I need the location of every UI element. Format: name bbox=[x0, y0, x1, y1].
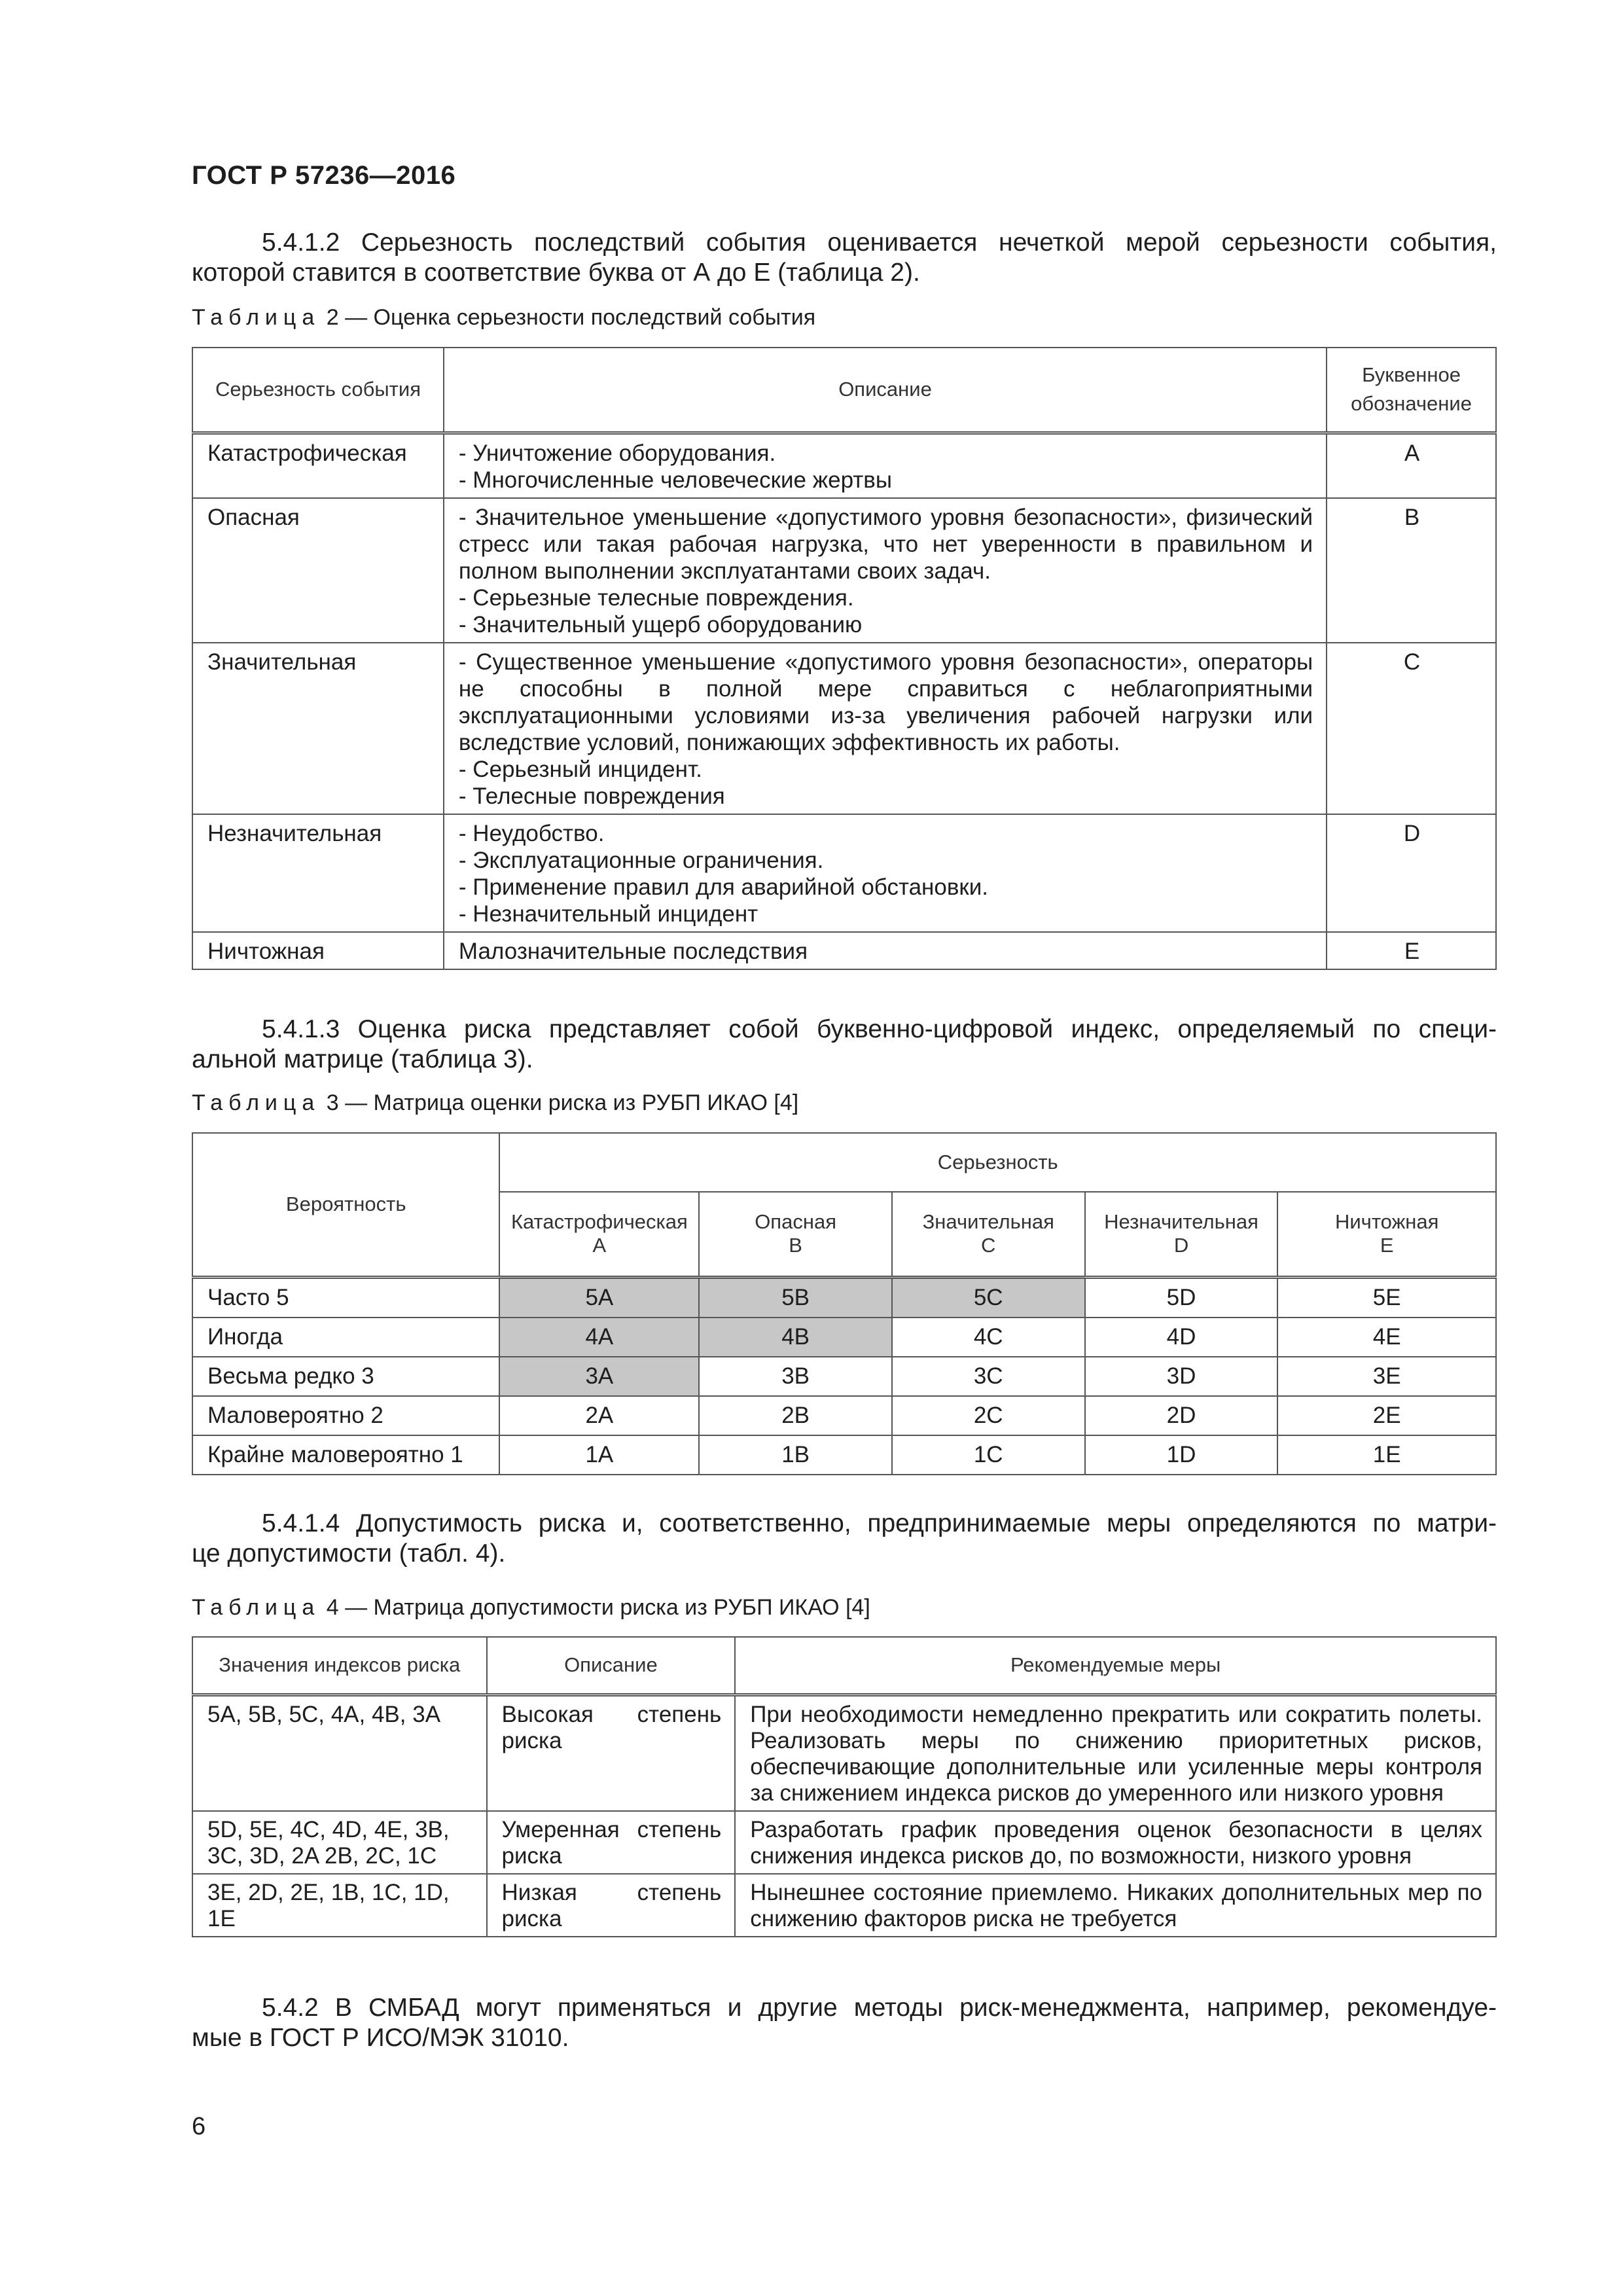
paragraph-5-4-1-4 bbox=[192, 1509, 1497, 1569]
caption-text: 2 — Оценка серьезности последствий события bbox=[320, 305, 816, 330]
column-letter: B bbox=[789, 1234, 802, 1257]
paragraph-line: 5.4.1.3 Оценка риска представляет собой буквенно-цифровой индекс, определяемый по специ- bbox=[262, 1015, 1497, 1043]
risk-cell: 2E bbox=[1277, 1396, 1496, 1435]
table-row bbox=[192, 1277, 1496, 1318]
table-row bbox=[192, 498, 1496, 643]
risk-cell: 1E bbox=[1277, 1435, 1496, 1475]
indices-text: 5D, 5E, 4C, 4D, 4E, 3B, 3C, 3D, 2A 2B, 2C, 1C bbox=[207, 1816, 450, 1869]
severity-text: Катастрофическая bbox=[207, 440, 407, 466]
table-4-risk-acceptability bbox=[192, 1636, 1497, 1937]
measures-text: При необходимости немедленно прекратить или сократить полеты. Реализовать меры по снижению приоритетных рисков, обеспечивающие дополнительные или усиленные меры контроля за снижением индекса рисков до умеренного или низкого уровня bbox=[750, 1701, 1482, 1806]
severity-text: Незначительная bbox=[207, 820, 382, 846]
table-row bbox=[192, 1874, 1496, 1937]
severity-cell bbox=[192, 643, 444, 814]
description-cell bbox=[487, 1811, 736, 1874]
letter-text: E bbox=[1404, 938, 1420, 964]
description-line: - Серьезные телесные повреждения. bbox=[458, 584, 854, 611]
caption-prefix: Таблица bbox=[192, 305, 321, 330]
risk-cell: 1B bbox=[699, 1435, 892, 1475]
letter-cell bbox=[1327, 498, 1496, 643]
probability-label: Маловероятно 2 bbox=[192, 1396, 499, 1435]
risk-cell: 4B bbox=[699, 1318, 892, 1357]
risk-cell: 3E bbox=[1277, 1357, 1496, 1396]
document-header: ГОСТ Р 57236—2016 bbox=[192, 161, 456, 190]
paragraph-line: 5.4.1.2 Серьезность последствий события оценивается нечеткой мерой серьезности события, bbox=[262, 228, 1497, 257]
header-cell: Серьезность события bbox=[192, 348, 444, 433]
column-header bbox=[1085, 1192, 1278, 1277]
table-row bbox=[192, 1396, 1496, 1435]
letter-cell bbox=[1327, 433, 1496, 498]
risk-cell: 3B bbox=[699, 1357, 892, 1396]
caption-text: 4 — Матрица допустимости риска из РУБП ИКАО [4] bbox=[320, 1595, 870, 1620]
measures-text: Нынешнее состояние приемлемо. Никаких дополнительных мер по снижению факторов риска не требуется bbox=[750, 1879, 1482, 1931]
description-line: - Уничтожение оборудования. bbox=[458, 440, 776, 466]
column-name: Незначительная bbox=[1104, 1210, 1258, 1234]
header-cell: Описание bbox=[444, 348, 1327, 433]
column-name: Ничтожная bbox=[1334, 1210, 1439, 1234]
description-line: - Существенное уменьшение «допустимого уровня безопасности», операторы не способны в полной мере справиться с неблагоприятными эксплуатационными условиями из-за увеличения рабочей нагрузки или вследствие условий, понижающих эффективность их работы. bbox=[458, 649, 1313, 755]
header-cell: Значения индексов риска bbox=[192, 1637, 487, 1695]
risk-cell: 3A bbox=[499, 1357, 699, 1396]
table-header-row bbox=[192, 1637, 1496, 1695]
severity-cell bbox=[192, 498, 444, 643]
table-row bbox=[192, 433, 1496, 498]
letter-text: C bbox=[1403, 649, 1421, 675]
caption-prefix: Таблица bbox=[192, 1595, 321, 1620]
column-name: Значительная bbox=[922, 1210, 1054, 1234]
paragraph-line: альной матрице (таблица 3). bbox=[192, 1045, 533, 1073]
description-line: - Применение правил для аварийной обстановки. bbox=[458, 874, 989, 900]
paragraph-line: 5.4.2 В СМБАД могут применяться и другие методы риск-менеджмента, например, рекомендуе- bbox=[262, 1994, 1497, 2022]
paragraph-5-4-1-2 bbox=[192, 228, 1497, 288]
description-cell bbox=[487, 1695, 736, 1811]
column-letter: A bbox=[592, 1234, 607, 1257]
description-cell bbox=[444, 932, 1327, 969]
risk-cell: 5E bbox=[1277, 1277, 1496, 1318]
table-3-caption bbox=[192, 1090, 798, 1116]
column-letter: E bbox=[1380, 1234, 1394, 1257]
severity-cell bbox=[192, 932, 444, 969]
indices-cell bbox=[192, 1811, 487, 1874]
probability-label: Весьма редко 3 bbox=[192, 1357, 499, 1396]
description-line: - Значительное уменьшение «допустимого уровня безопасности», физический стресс или такая рабочая нагрузка, что нет уверенности в правильном и полном выполнении эксплуатантами своих задач. bbox=[458, 504, 1313, 584]
table-row bbox=[192, 1318, 1496, 1357]
header-cell: Рекомендуемые меры bbox=[735, 1637, 1496, 1695]
description-line: - Незначительный инцидент bbox=[458, 901, 758, 927]
risk-cell: 2A bbox=[499, 1396, 699, 1435]
description-cell bbox=[444, 498, 1327, 643]
risk-cell: 5B bbox=[699, 1277, 892, 1318]
indices-cell bbox=[192, 1874, 487, 1937]
risk-cell: 4C bbox=[892, 1318, 1085, 1357]
column-letter: C bbox=[981, 1234, 996, 1257]
description-line: - Телесные повреждения bbox=[458, 783, 725, 809]
table-row bbox=[192, 643, 1496, 814]
severity-text: Ничтожная bbox=[207, 938, 325, 964]
probability-label: Иногда bbox=[192, 1318, 499, 1357]
risk-cell: 2C bbox=[892, 1396, 1085, 1435]
risk-cell: 5D bbox=[1085, 1277, 1278, 1318]
table-row bbox=[192, 814, 1496, 932]
column-letter: D bbox=[1173, 1234, 1189, 1257]
paragraph-line: мые в ГОСТ Р ИСО/МЭК 31010. bbox=[192, 2024, 569, 2052]
description-line: - Многочисленные человеческие жертвы bbox=[458, 467, 893, 493]
paragraph-5-4-1-3 bbox=[192, 1014, 1497, 1075]
paragraph-line: це допустимости (табл. 4). bbox=[192, 1539, 506, 1568]
column-name: Опасная bbox=[755, 1210, 836, 1234]
probability-label: Крайне маловероятно 1 bbox=[192, 1435, 499, 1475]
probability-header: Вероятность bbox=[192, 1133, 499, 1277]
description-text bbox=[444, 643, 1326, 814]
indices-cell bbox=[192, 1695, 487, 1811]
caption-prefix: Таблица bbox=[192, 1090, 321, 1115]
column-header bbox=[1277, 1192, 1496, 1277]
letter-text: A bbox=[1404, 440, 1420, 466]
table-row bbox=[192, 1811, 1496, 1874]
table-row bbox=[192, 932, 1496, 969]
table-row bbox=[192, 1695, 1496, 1811]
letter-cell bbox=[1327, 932, 1496, 969]
description-text: Низкая степень риска bbox=[501, 1879, 722, 1931]
description-line: - Значительный ущерб оборудованию bbox=[458, 611, 863, 637]
risk-cell: 2B bbox=[699, 1396, 892, 1435]
indices-text: 5A, 5B, 5C, 4A, 4B, 3A bbox=[207, 1701, 441, 1727]
table-2-severity bbox=[192, 347, 1497, 970]
risk-cell: 3C bbox=[892, 1357, 1085, 1396]
severity-text: Опасная bbox=[207, 504, 300, 530]
risk-cell: 3D bbox=[1085, 1357, 1278, 1396]
severity-cell bbox=[192, 433, 444, 498]
description-line: Малозначительные последствия bbox=[458, 938, 808, 964]
column-header bbox=[499, 1192, 699, 1277]
measures-text: Разработать график проведения оценок безопасности в целях снижения индекса рисков до, по возможности, низкого уровня bbox=[750, 1816, 1482, 1869]
column-header bbox=[699, 1192, 892, 1277]
table-2-caption bbox=[192, 305, 815, 331]
paragraph-line: которой ставится в соответствие буква от А до Е (таблица 2). bbox=[192, 259, 920, 287]
page-number: 6 bbox=[192, 2113, 206, 2140]
measures-cell bbox=[735, 1811, 1496, 1874]
header-cell: Буквенное обозначение bbox=[1327, 348, 1496, 433]
description-cell bbox=[444, 643, 1327, 814]
table-4-caption bbox=[192, 1595, 870, 1621]
table-3-risk-matrix bbox=[192, 1132, 1497, 1475]
severity-text: Значительная bbox=[207, 649, 357, 675]
description-text bbox=[444, 815, 1326, 931]
letter-cell bbox=[1327, 643, 1496, 814]
indices-text: 3E, 2D, 2E, 1B, 1C, 1D, 1E bbox=[207, 1879, 450, 1931]
measures-cell bbox=[735, 1695, 1496, 1811]
letter-cell bbox=[1327, 814, 1496, 932]
measures-cell bbox=[735, 1874, 1496, 1937]
risk-cell: 1C bbox=[892, 1435, 1085, 1475]
paragraph-line: 5.4.1.4 Допустимость риска и, соответственно, предпринимаемые меры определяются по матри- bbox=[262, 1509, 1497, 1537]
table-header-row bbox=[192, 1133, 1496, 1192]
severity-header: Серьезность bbox=[499, 1133, 1496, 1192]
letter-text: D bbox=[1403, 820, 1421, 846]
description-text bbox=[444, 499, 1326, 642]
table-header-row bbox=[192, 348, 1496, 433]
description-text bbox=[444, 435, 1326, 497]
description-cell bbox=[487, 1874, 736, 1937]
letter-text: B bbox=[1404, 504, 1420, 530]
column-name: Катастрофическая bbox=[510, 1210, 688, 1234]
risk-cell: 4D bbox=[1085, 1318, 1278, 1357]
risk-cell: 4A bbox=[499, 1318, 699, 1357]
caption-text: 3 — Матрица оценки риска из РУБП ИКАО [4] bbox=[320, 1090, 799, 1115]
risk-cell: 4E bbox=[1277, 1318, 1496, 1357]
description-text bbox=[444, 933, 1326, 969]
severity-cell bbox=[192, 814, 444, 932]
description-line: - Эксплуатационные ограничения. bbox=[458, 847, 824, 873]
probability-label: Часто 5 bbox=[192, 1277, 499, 1318]
paragraph-5-4-2 bbox=[192, 1993, 1497, 2053]
risk-cell: 1A bbox=[499, 1435, 699, 1475]
risk-cell: 2D bbox=[1085, 1396, 1278, 1435]
risk-cell: 5A bbox=[499, 1277, 699, 1318]
description-text: Высокая степень риска bbox=[501, 1701, 722, 1753]
risk-cell: 5C bbox=[892, 1277, 1085, 1318]
header-cell: Описание bbox=[487, 1637, 736, 1695]
description-cell bbox=[444, 433, 1327, 498]
description-line: - Серьезный инцидент. bbox=[458, 756, 702, 782]
table-row bbox=[192, 1357, 1496, 1396]
column-header bbox=[892, 1192, 1085, 1277]
description-text: Умеренная степень риска bbox=[501, 1816, 722, 1869]
description-line: - Неудобство. bbox=[458, 820, 605, 846]
table-row bbox=[192, 1435, 1496, 1475]
description-cell bbox=[444, 814, 1327, 932]
risk-cell: 1D bbox=[1085, 1435, 1278, 1475]
